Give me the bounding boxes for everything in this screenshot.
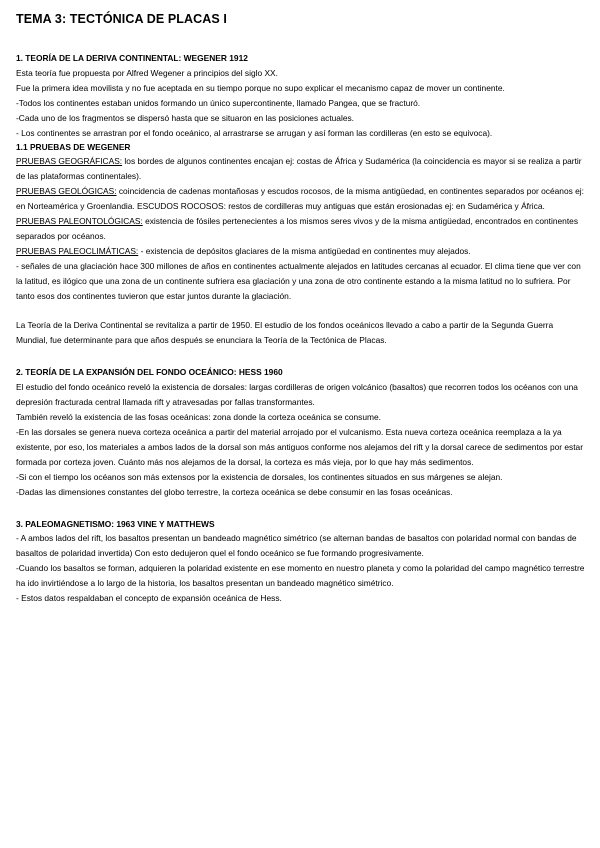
section-2-paragraph: -En las dorsales se genera nueva corteza oceánica a partir del material arrojado por el vulcanismo. Esta nueva corteza oceánica reemplaza a la ya existente, por eso, los materiales a ambos lados de la dorsal son más antiguos conforme nos alejamos del rift y la dorsal carece de sedimentos por estar formada por corteza joven. Cuánto más nos alejamos de la dorsal, la corteza es más vieja, por lo que hay más sedimentos. bbox=[16, 426, 583, 467]
section-3-paragraph: - Estos datos respaldaban el concepto de expansión oceánica de Hess. bbox=[16, 593, 282, 603]
prueba-label: PRUEBAS GEOGRÁFICAS: bbox=[16, 156, 123, 166]
prueba-text: coincidencia de cadenas montañosas y escudos rocosos, de la misma antigüedad, en continentes separados por océanos ej: en Norteamérica y Groenlandia. ESCUDOS ROCOSOS: restos de cordilleras muy antiguas que están erosionadas ej: en Sudamérica y África. bbox=[16, 186, 584, 211]
section-3-paragraph: -Cuando los basaltos se forman, adquieren la polaridad existente en ese momento en nuestro planeta y como la polaridad del campo magnético terrestre ha ido invirtiéndose a lo largo de la historia, los basaltos presentan un bandeado magnético simétrico. bbox=[16, 563, 585, 588]
prueba-text: los bordes de algunos continentes encajan ej: costas de África y Sudamérica (la coincidencia es mayor si se realiza a partir de las plataformas continentales). bbox=[16, 156, 582, 181]
section-1-paragraph: -Todos los continentes estaban unidos formando un único supercontinente, llamado Pangea, que se fracturó. bbox=[16, 97, 421, 108]
prueba-paleoclimaticas bbox=[16, 244, 586, 259]
section-1-paragraph: -Cada uno de los fragmentos se dispersó hasta que se situaron en las posiciones actuales. bbox=[16, 112, 354, 123]
page-title: TEMA 3: TECTÓNICA DE PLACAS I bbox=[16, 12, 228, 26]
section-1-paragraph: Fue la primera idea movilista y no fue aceptada en su tiempo porque no supo explicar el mecanismo capaz de mover un continente. bbox=[16, 82, 505, 93]
prueba-label: PRUEBAS GEOLÓGICAS: bbox=[16, 186, 117, 196]
document-content bbox=[16, 12, 586, 606]
section-2-paragraph: El estudio del fondo oceánico reveló la existencia de dorsales: largas cordilleras de origen volcánico (basaltos) que recorren todos los océanos con una depresión fracturada central llamada rift y atravesadas por fallas transformantes. bbox=[16, 381, 578, 407]
section-1-paragraph: - Los continentes se arrastran por el fondo oceánico, al arrastrarse se arrugan y así forman las cordilleras (en esto se equivoca). bbox=[16, 127, 493, 138]
prueba-text: - existencia de depósitos glaciares de la misma antigüedad en continentes muy alejados. bbox=[138, 246, 471, 256]
prueba-paleontologicas bbox=[16, 214, 586, 244]
section-2-heading: 2. TEORÍA DE LA EXPANSIÓN DEL FONDO OCEÁNICO: HESS 1960 bbox=[16, 367, 283, 377]
prueba-text: existencia de fósiles pertenecientes a los mismos seres vivos y de la misma antigüedad, encontrados en continentes separados por océanos. bbox=[16, 216, 579, 241]
section-2-paragraph: -Si con el tiempo los océanos son más extensos por la existencia de dorsales, los continentes situados en sus márgenes se alejan. bbox=[16, 471, 503, 482]
section-3-heading: 3. PALEOMAGNETISMO: 1963 VINE Y MATTHEWS bbox=[16, 518, 215, 529]
section-1-paragraph: Esta teoría fue propuesta por Alfred Wegener a principios del siglo XX. bbox=[16, 67, 278, 78]
prueba-label: PRUEBAS PALEOCLIMÁTICAS: bbox=[16, 246, 139, 256]
section-1-paragraph: - señales de una glaciación hace 300 millones de años en continentes actualmente alejados en latitudes cercanas al ecuador. El clima tiene que ver con la latitud, es ilógico que una zona de un continente sufriera esa glaciación y una zona de otro continente estando a la misma latitud no lo sufriera. Por tanto esos dos continentes tuvieron que estar juntos durante la glaciación. bbox=[16, 261, 581, 301]
section-1-closing-paragraph: La Teoría de la Deriva Continental se revitaliza a partir de 1950. El estudio de los fondos oceánicos llevado a cabo a partir de la Segunda Guerra Mundial, fue determinante para que años después se enunciara la Teoría de la Tectónica de Placas. bbox=[16, 320, 554, 345]
section-2-paragraph: También reveló la existencia de las fosas oceánicas: zona donde la corteza oceánica se consume. bbox=[16, 411, 381, 422]
prueba-label: PRUEBAS PALEONTOLÓGICAS: bbox=[16, 216, 143, 226]
section-3-paragraph: - A ambos lados del rift, los basaltos presentan un bandeado magnético simétrico (se alternan bandas de basaltos con polaridad normal con bandas de basaltos de polaridad invertida) Con esto dedujeron quel el fondo oceánico se fue formando progresivamente. bbox=[16, 533, 577, 558]
prueba-geologicas bbox=[16, 184, 586, 214]
prueba-geograficas bbox=[16, 154, 586, 184]
section-1-1-heading: 1.1 PRUEBAS DE WEGENER bbox=[16, 141, 131, 152]
section-1-heading: 1. TEORÍA DE LA DERIVA CONTINENTAL: WEGENER 1912 bbox=[16, 53, 248, 63]
section-2-paragraph: -Dadas las dimensiones constantes del globo terrestre, la corteza oceánica se debe consumir en las fosas oceánicas. bbox=[16, 486, 453, 497]
